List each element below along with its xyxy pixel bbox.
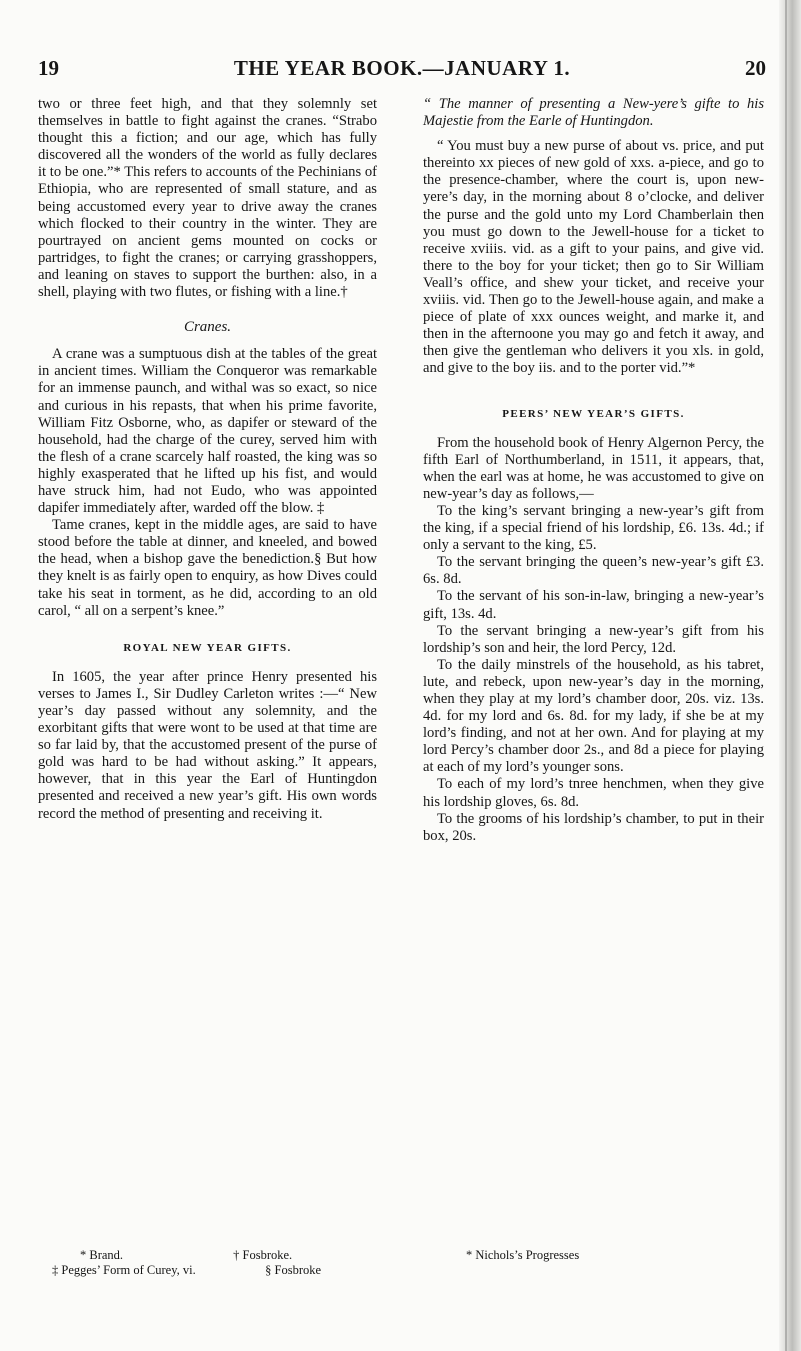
- footnote-brand: * Brand.: [80, 1248, 124, 1262]
- paragraph-grooms: To the grooms of his lordship’s chamber, to put in their box, 20s.: [423, 810, 764, 844]
- footnotes-right: [432, 1248, 752, 1263]
- footnote-pegges: ‡ Pegges’ Form of Curey, vi.: [52, 1263, 196, 1277]
- paragraph-queens-servant: To the servant bringing the queen’s new-year’s gift £3. 6s. 8d.: [423, 554, 764, 588]
- paragraph-minstrels: To the daily minstrels of the household, as his tabret, lute, and rebeck, upon new-year’s day in the morning, when they play at my lord’s chamber door, 20s. viz. 13s. 4d. for my lord and 6s. 8d. for my lady, if she be at my lord’s finding, and not at her own. And for playing at my lord Percy’s chamber door 2s., and 8d a piece for playing at each of my lord’s younger sons.: [423, 656, 764, 776]
- right-column: [423, 96, 764, 845]
- paragraph-pechinians: two or three feet high, and that they solemnly set themselves in battle to fight against the cranes. “Strabo thought this a fiction; and our age, which has fully discovered all the wonders of the world as fully declares it to be one.”* This refers to accounts of the Pechinians of Ethiopia, who are represented of small stature, and as being accustomed every year to drive away the cranes which flocked to their country in the winter. They are pourtrayed on ancient gems mounted on cocks or partridges, to fight the cranes; or carrying grasshoppers, and leaning on staves to support the burthen: also, in a shell, playing with two flutes, or fishing with a line.†: [38, 96, 377, 301]
- page-number-left: 19: [38, 56, 59, 80]
- footnote-row: [52, 1263, 372, 1278]
- left-column: [38, 96, 377, 823]
- footnote-fosbroke-2: § Fosbroke: [265, 1263, 322, 1277]
- paragraph-lord-percy: To the servant bringing a new-year’s gift from his lordship’s son and heir, the lord Percy, 12d.: [423, 622, 764, 656]
- quote-title-huntingdon: “ The manner of presenting a New-yere’s gifte to his Majestie from the Earle of Huntingdon.: [423, 96, 764, 130]
- paragraph-tame-cranes: Tame cranes, kept in the middle ages, are said to have stood before the table at dinner, and kneeled, and bowed the head, when a bishop gave the benediction.§ But how they knelt is as fairly open to enquiry, as how Dives could take his seat in torment, as he did, according to an old carol, “ all on a serpent’s knee.”: [38, 517, 377, 619]
- paragraph-carleton: In 1605, the year after prince Henry presented his verses to James I., Sir Dudley Carleton writes :—“ New year’s day passed without any solemnity, and the exorbitant gifts that were wont to be used at that time are so far laid by, that the accustomed present of the purse of gold was hard to be had without asking.” It appears, however, that in this year the Earl of Huntingdon presented and received a new year’s gift. His own words record the method of presenting and receiving it.: [38, 668, 377, 822]
- page-edge-shadow: [779, 0, 801, 1351]
- paragraph-son-in-law: To the servant of his son-in-law, bringing a new-year’s gift, 13s. 4d.: [423, 588, 764, 622]
- footnote-nichols: * Nichols’s Progresses: [466, 1248, 580, 1262]
- footnote-row: [52, 1248, 372, 1263]
- running-header: [38, 56, 766, 86]
- page-number-right: 20: [745, 56, 766, 80]
- page-title: THE YEAR BOOK.—JANUARY 1.: [233, 56, 571, 80]
- paragraph-percy-household: From the household book of Henry Algernon Percy, the fifth Earl of Northumberland, in 1511, it appears, that, when the earl was at home, he was accustomed to give on new-year’s day as follows,—: [423, 434, 764, 502]
- paragraph-henchmen: To each of my lord’s tnree henchmen, when they give his lordship gloves, 6s. 8d.: [423, 776, 764, 810]
- paragraph-purse-instructions: “ You must buy a new purse of about vs. price, and put thereinto xx pieces of new gold of xxs. a-piece, and go to the presence-chamber, where the court is, upon new-yere’s day, in the morning about 8 o’clocke, and deliver the purse and the gold unto my Lord Chamberlain then you must go down to the Jewell-house for a ticket to receive xviiis. vid. as a gift to your pains, and give vid. there to the boy for your ticket; then go to Sir William Veall’s office, and shew your ticket, and receive your xviiis. vid. Then go to the Jewell-house again, and make a piece of plate of xxx ounces weight, and marke it, and then in the afternoone you may go and fetch it away, and then give the gentleman who delivers it you xls. in gold, and give to the boy iis. and to the porter vid.”*: [423, 138, 764, 377]
- heading-royal-gifts: ROYAL NEW YEAR GIFTS.: [123, 641, 292, 654]
- footnote-fosbroke: † Fosbroke.: [233, 1248, 293, 1262]
- subheading-cranes: Cranes.: [183, 319, 232, 336]
- paragraph-crane-dish: A crane was a sumptuous dish at the tables of the great in ancient times. William the Conqueror was remarkable for an immense paunch, and withal was so exact, so nice and curious in his repasts, that when his prime favorite, William Fitz Osborne, who, as dapifer or steward of the household, had the charge of the curey, served him with the flesh of a crane scarcely half roasted, the king was so highly exasperated that he lifted up his fist, and would have struck him, had not Eudo, who was appointed dapifer immediately after, warded off the blow. ‡: [38, 346, 377, 517]
- paragraph-kings-servant: To the king’s servant bringing a new-year’s gift from the king, if a special friend of his lordship, £6. 13s. 4d.; if only a servant to the king, £5.: [423, 502, 764, 554]
- page-binding-line: [785, 0, 787, 1351]
- footnotes-left: [52, 1248, 372, 1278]
- heading-peers-gifts: PEERS’ NEW YEAR’S GIFTS.: [502, 407, 685, 420]
